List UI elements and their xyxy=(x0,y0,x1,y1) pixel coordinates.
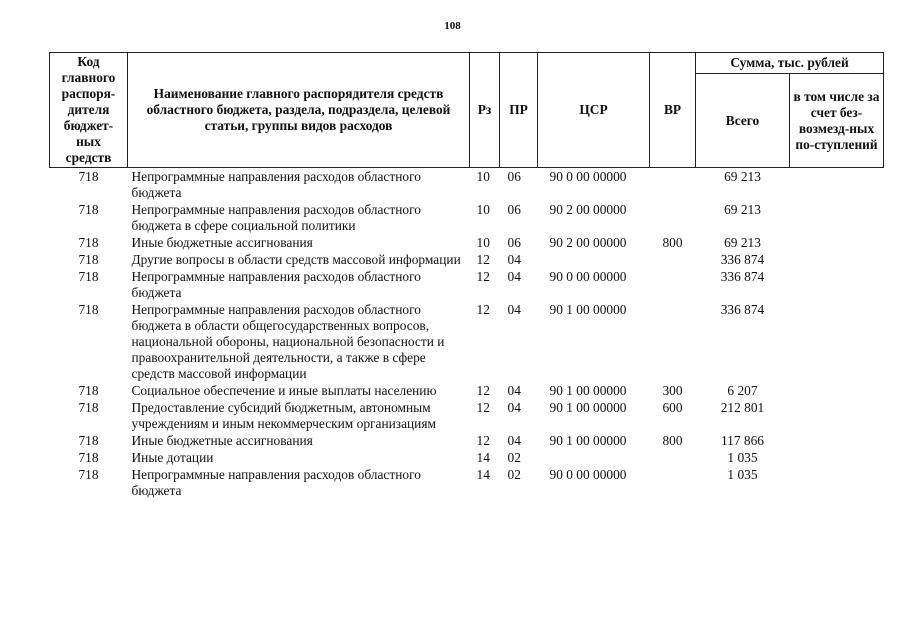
cell-vr xyxy=(650,251,696,268)
cell-total: 212 801 xyxy=(720,400,765,415)
cell-pr: 06 xyxy=(507,235,521,250)
table-row xyxy=(50,399,884,432)
cell-total: 336 874 xyxy=(720,302,765,317)
table-row xyxy=(50,268,884,301)
cell-free xyxy=(790,168,884,202)
cell-name: Непрограммные направления расходов областного бюджета xyxy=(131,269,421,300)
cell-vr xyxy=(650,168,696,202)
cell-vr xyxy=(650,449,696,466)
cell-code: 718 xyxy=(78,252,99,267)
cell-rz: 10 xyxy=(476,235,490,250)
cell-pr: 04 xyxy=(507,400,521,415)
table-body xyxy=(50,168,884,500)
cell-code: 718 xyxy=(78,269,99,284)
cell-rz: 12 xyxy=(476,400,490,415)
budget-table xyxy=(49,52,884,499)
cell-pr: 04 xyxy=(507,269,521,284)
cell-rz: 12 xyxy=(476,302,490,317)
table-row xyxy=(50,432,884,449)
cell-csr: 90 0 00 00000 xyxy=(549,169,627,184)
cell-code: 718 xyxy=(78,467,99,482)
cell-csr xyxy=(538,251,650,268)
cell-code: 718 xyxy=(78,450,99,465)
cell-code: 718 xyxy=(78,400,99,415)
cell-total: 1 035 xyxy=(727,450,758,465)
header-rz: Рз xyxy=(470,53,500,168)
cell-csr: 90 2 00 00000 xyxy=(549,202,627,217)
cell-total: 336 874 xyxy=(720,269,765,284)
table-row xyxy=(50,449,884,466)
cell-code: 718 xyxy=(78,169,99,184)
cell-free xyxy=(790,382,884,399)
cell-csr: 90 2 00 00000 xyxy=(549,235,627,250)
header-code: Код главного распоря-дителя бюджет-ных средств xyxy=(50,53,128,168)
cell-free xyxy=(790,449,884,466)
cell-vr xyxy=(650,201,696,234)
cell-total: 69 213 xyxy=(724,169,761,184)
cell-rz: 14 xyxy=(476,450,490,465)
cell-csr: 90 1 00 00000 xyxy=(549,383,627,398)
cell-total: 336 874 xyxy=(720,252,765,267)
cell-name: Непрограммные направления расходов областного бюджета в области общегосударственных вопросов, национальной обороны, национальной безопасности и правоохранительной деятельности, а также в сфере средств массовой информации xyxy=(131,302,445,381)
header-csr: ЦСР xyxy=(538,53,650,168)
cell-free xyxy=(790,201,884,234)
cell-name: Непрограммные направления расходов областного бюджета в сфере социальной политики xyxy=(131,202,421,233)
cell-name: Иные бюджетные ассигнования xyxy=(131,235,313,250)
cell-csr: 90 1 00 00000 xyxy=(549,400,627,415)
cell-csr: 90 0 00 00000 xyxy=(549,467,627,482)
table-row xyxy=(50,382,884,399)
cell-rz: 12 xyxy=(476,269,490,284)
cell-code: 718 xyxy=(78,433,99,448)
cell-vr: 300 xyxy=(662,383,683,398)
cell-rz: 14 xyxy=(476,467,490,482)
table-row xyxy=(50,201,884,234)
table-header xyxy=(50,53,884,168)
cell-vr: 800 xyxy=(662,235,683,250)
cell-total: 69 213 xyxy=(724,235,761,250)
cell-free xyxy=(790,432,884,449)
cell-free xyxy=(790,399,884,432)
cell-name: Предоставление субсидий бюджетным, автономным учреждениям и иным некоммерческим организациям xyxy=(131,400,436,431)
cell-pr: 04 xyxy=(507,302,521,317)
table-row xyxy=(50,168,884,202)
table-row xyxy=(50,251,884,268)
cell-csr: 90 0 00 00000 xyxy=(549,269,627,284)
cell-pr: 04 xyxy=(507,433,521,448)
cell-pr: 06 xyxy=(507,169,521,184)
cell-rz: 10 xyxy=(476,169,490,184)
cell-total: 6 207 xyxy=(727,383,758,398)
cell-total: 1 035 xyxy=(727,467,758,482)
table-row xyxy=(50,301,884,382)
cell-free xyxy=(790,234,884,251)
cell-vr: 800 xyxy=(662,433,683,448)
header-total: Всего xyxy=(696,74,790,168)
header-pr: ПР xyxy=(500,53,538,168)
cell-name: Другие вопросы в области средств массовой информации xyxy=(131,252,461,267)
cell-pr: 02 xyxy=(507,467,521,482)
cell-code: 718 xyxy=(78,202,99,217)
cell-vr: 600 xyxy=(662,400,683,415)
cell-name: Непрограммные направления расходов областного бюджета xyxy=(131,467,421,498)
header-sum: Сумма, тыс. рублей xyxy=(696,53,884,74)
cell-vr xyxy=(650,301,696,382)
cell-pr: 06 xyxy=(507,202,521,217)
cell-free xyxy=(790,251,884,268)
cell-csr: 90 1 00 00000 xyxy=(549,433,627,448)
cell-pr: 04 xyxy=(507,252,521,267)
cell-pr: 02 xyxy=(507,450,521,465)
cell-code: 718 xyxy=(78,302,99,317)
cell-code: 718 xyxy=(78,235,99,250)
cell-free xyxy=(790,301,884,382)
cell-rz: 12 xyxy=(476,252,490,267)
cell-rz: 10 xyxy=(476,202,490,217)
cell-csr: 90 1 00 00000 xyxy=(549,302,627,317)
cell-rz: 12 xyxy=(476,433,490,448)
page-number: 108 xyxy=(444,20,461,32)
cell-vr xyxy=(650,466,696,499)
cell-name: Социальное обеспечение и иные выплаты населению xyxy=(131,383,437,398)
header-free: в том числе за счет без-возмезд-ных по-ступлений xyxy=(790,74,884,168)
table-row xyxy=(50,234,884,251)
cell-name: Иные бюджетные ассигнования xyxy=(131,433,313,448)
header-name: Наименование главного распорядителя средств областного бюджета, раздела, подраздела, целевой статьи, группы видов расходов xyxy=(128,53,470,168)
cell-total: 69 213 xyxy=(724,202,761,217)
cell-rz: 12 xyxy=(476,383,490,398)
header-vr: ВР xyxy=(650,53,696,168)
table-row xyxy=(50,466,884,499)
cell-csr xyxy=(538,449,650,466)
cell-name: Непрограммные направления расходов областного бюджета xyxy=(131,169,421,200)
cell-free xyxy=(790,466,884,499)
cell-pr: 04 xyxy=(507,383,521,398)
cell-name: Иные дотации xyxy=(131,450,214,465)
cell-vr xyxy=(650,268,696,301)
cell-free xyxy=(790,268,884,301)
cell-code: 718 xyxy=(78,383,99,398)
cell-total: 117 866 xyxy=(720,433,765,448)
